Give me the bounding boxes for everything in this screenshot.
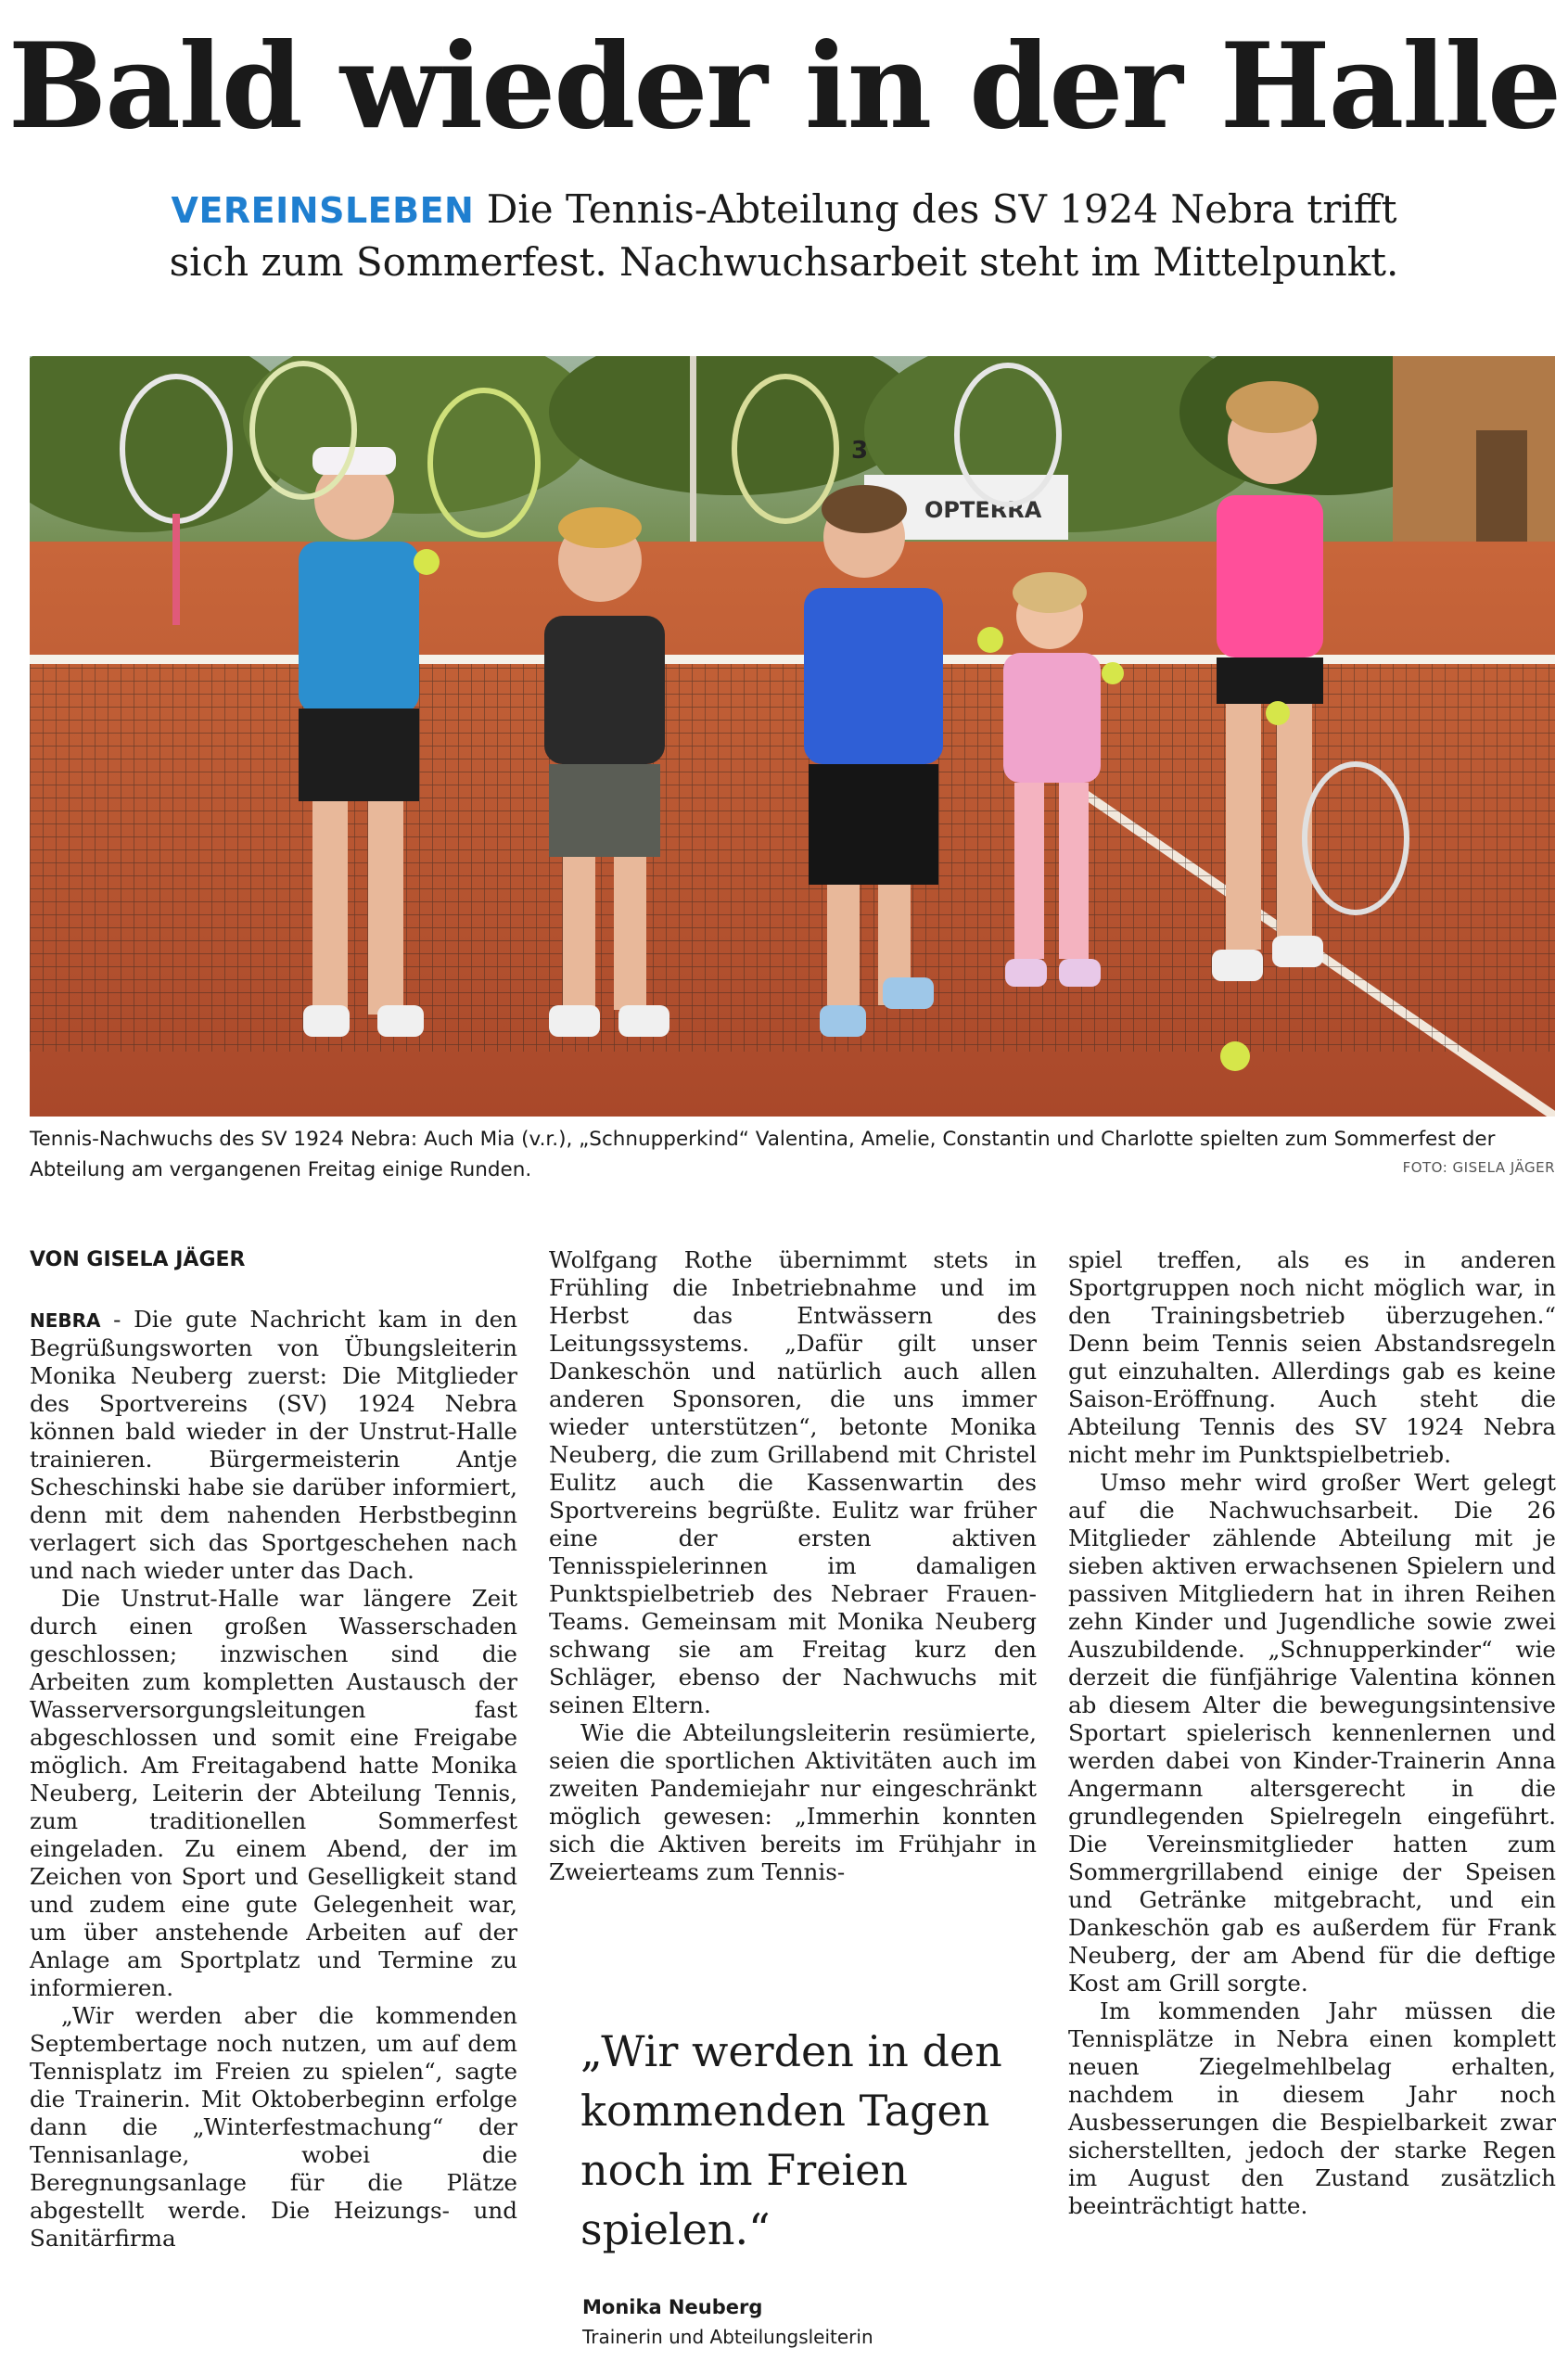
article-column-2 bbox=[549, 1246, 1037, 1886]
paragraph: Wie die Abteilungsleiterin resümierte, seien die sportlichen Aktivitäten auch im zweiten Pandemiejahr nur eingeschränkt möglich gewesen: „Immerhin konnten sich die Aktiven bereits im Frühjahr in Zweierteams zum Tennis- bbox=[549, 1719, 1037, 1885]
pull-quote-name: Monika Neuberg bbox=[582, 2296, 763, 2318]
photo-credit: FOTO: GISELA JÄGER bbox=[1402, 1159, 1555, 1176]
article-photo bbox=[30, 356, 1555, 1117]
kicker-label: VEREINSLEBEN bbox=[171, 190, 475, 231]
article-column-3 bbox=[1068, 1246, 1556, 2220]
paragraph: spiel treffen, als es in anderen Sportgruppen noch nicht möglich war, in den Trainingsbetrieb überzugehen.“ Denn beim Tennis seien Abstandsregeln gut einzuhalten. Allerdings gab es keine Saison-Eröffnung. Auch steht die Abteilung Tennis des SV 1924 Nebra nicht mehr im Punktspielbetrieb. bbox=[1068, 1246, 1556, 1468]
deck-text: Die Tennis-Abteilung des SV 1924 Nebra trifft sich zum Sommerfest. Nachwuchsarbeit steht im Mittelpunkt. bbox=[169, 186, 1399, 285]
paragraph: „Wir werden aber die kommenden Septembertage noch nutzen, um auf dem Tennisplatz im Freien zu spielen“, sagte die Trainerin. Mit Oktoberbeginn erfolge dann die „Winterfestmachung“ der Tennisanlage, wobei die Beregnungsanlage für die Plätze abgestellt werde. Die Heizungs- und Sanitärfirma bbox=[30, 2002, 517, 2252]
paragraph: Umso mehr wird großer Wert gelegt auf die Nachwuchsarbeit. Die 26 Mitglieder zählende Abteilung mit je sieben aktiven erwachsenen Spielern und passiven Mitgliedern hat in ihren Reihen zehn Kinder und Jugendliche sowie zwei Auszubildende. „Schnupperkinder“ wie derzeit die fünfjährige Valentina können ab diesem Alter die bewegungsintensive Sportart spielerisch kennenlernen und werden dabei von Kinder-Trainerin Anna Angermann altersgerecht in die grundlegenden Spielregeln eingeführt. Die Vereinsmitglieder hatten zum Sommergrillabend einige der Speisen und Getränke mitgebracht, und ein Dankeschön gab es außerdem für Frank Neuberg, der am Abend für die deftige Kost am Grill sorgte. bbox=[1068, 1469, 1556, 1997]
dateline: NEBRA bbox=[30, 1309, 101, 1332]
paragraph: Wolfgang Rothe übernimmt stets in Frühling die Inbetriebnahme und im Herbst das Entwässern des Leitungssystems. „Dafür gilt unser Dankeschön und natürlich auch allen anderen Sponsoren, die uns immer wieder unterstützen“, betonte Monika Neuberg, die zum Grillabend mit Christel Eulitz auch die Kassenwartin des Sportvereins begrüßte. Eulitz war früher eine der ersten aktiven Tennisspielerinnen im damaligen Punktspielbetrieb des Nebraer Frauen-Teams. Gemeinsam mit Monika Neuberg schwang sie am Freitag kurz den Schläger, ebenso der Nachwuchs mit seinen Eltern. bbox=[549, 1246, 1037, 1718]
headline: Bald wieder in der Halle bbox=[7, 18, 1561, 155]
paragraph bbox=[30, 1306, 517, 1585]
sponsor-text: OPTERRA bbox=[924, 497, 1042, 523]
sign-number: 3 bbox=[851, 437, 869, 465]
photo-caption: Tennis-Nachwuchs des SV 1924 Nebra: Auch Mia (v.r.), „Schnupperkind“ Valentina, Amelie, Constantin und Charlotte spielten zum Sommerfest der Abteilung am vergangenen Freitag einige Runden. bbox=[30, 1128, 1496, 1181]
pull-quote-role: Trainerin und Abteilungsleiterin bbox=[582, 2326, 873, 2348]
article-column-1 bbox=[30, 1246, 517, 2253]
clubhouse bbox=[1393, 356, 1555, 542]
paragraph-text: - Die gute Nachricht kam in den Begrüßungsworten von Übungsleiterin Monika Neuberg zuerst: Die Mitglieder des Sportvereins (SV) 1924 Nebra können bald wieder in der Unstrut-Halle trainieren. Bürgermeisterin Antje Scheschinski habe sie darüber informiert, denn mit dem nahenden Herbstbeginn verlagert sich das Sportgeschehen nach und nach wieder unter das Dach. bbox=[30, 1306, 517, 1584]
deck bbox=[139, 184, 1429, 288]
byline: VON GISELA JÄGER bbox=[30, 1248, 246, 1271]
paragraph: Im kommenden Jahr müssen die Tennisplätze in Nebra einen komplett neuen Ziegelmehlbelag erhalten, nachdem in diesem Jahr noch Ausbesserungen die Bespielbarkeit zwar sicherstellten, jedoch der starke Regen im August den Zustand zusätzlich beeinträchtigt hatte. bbox=[1068, 1997, 1556, 2219]
tennis-net bbox=[30, 662, 1555, 1052]
pull-quote: „Wir werden in den kommenden Tagen noch im Freien spielen.“ bbox=[580, 2026, 1002, 2254]
paragraph: Die Unstrut-Halle war längere Zeit durch einen großen Wasserschaden geschlossen; inzwischen sind die Arbeiten zum kompletten Austausch der Wasserversorgungsleitungen fast abgeschlossen und somit eine Freigabe möglich. Am Freitagabend hatte Monika Neuberg, Leiterin der Abteilung Tennis, zum traditionellen Sommerfest eingeladen. Zu einem Abend, der im Zeichen von Sport und Geselligkeit stand und zudem eine gute Gelegenheit war, um über anstehende Arbeiten auf der Anlage am Sportplatz und Termine zu informieren. bbox=[30, 1585, 517, 2001]
